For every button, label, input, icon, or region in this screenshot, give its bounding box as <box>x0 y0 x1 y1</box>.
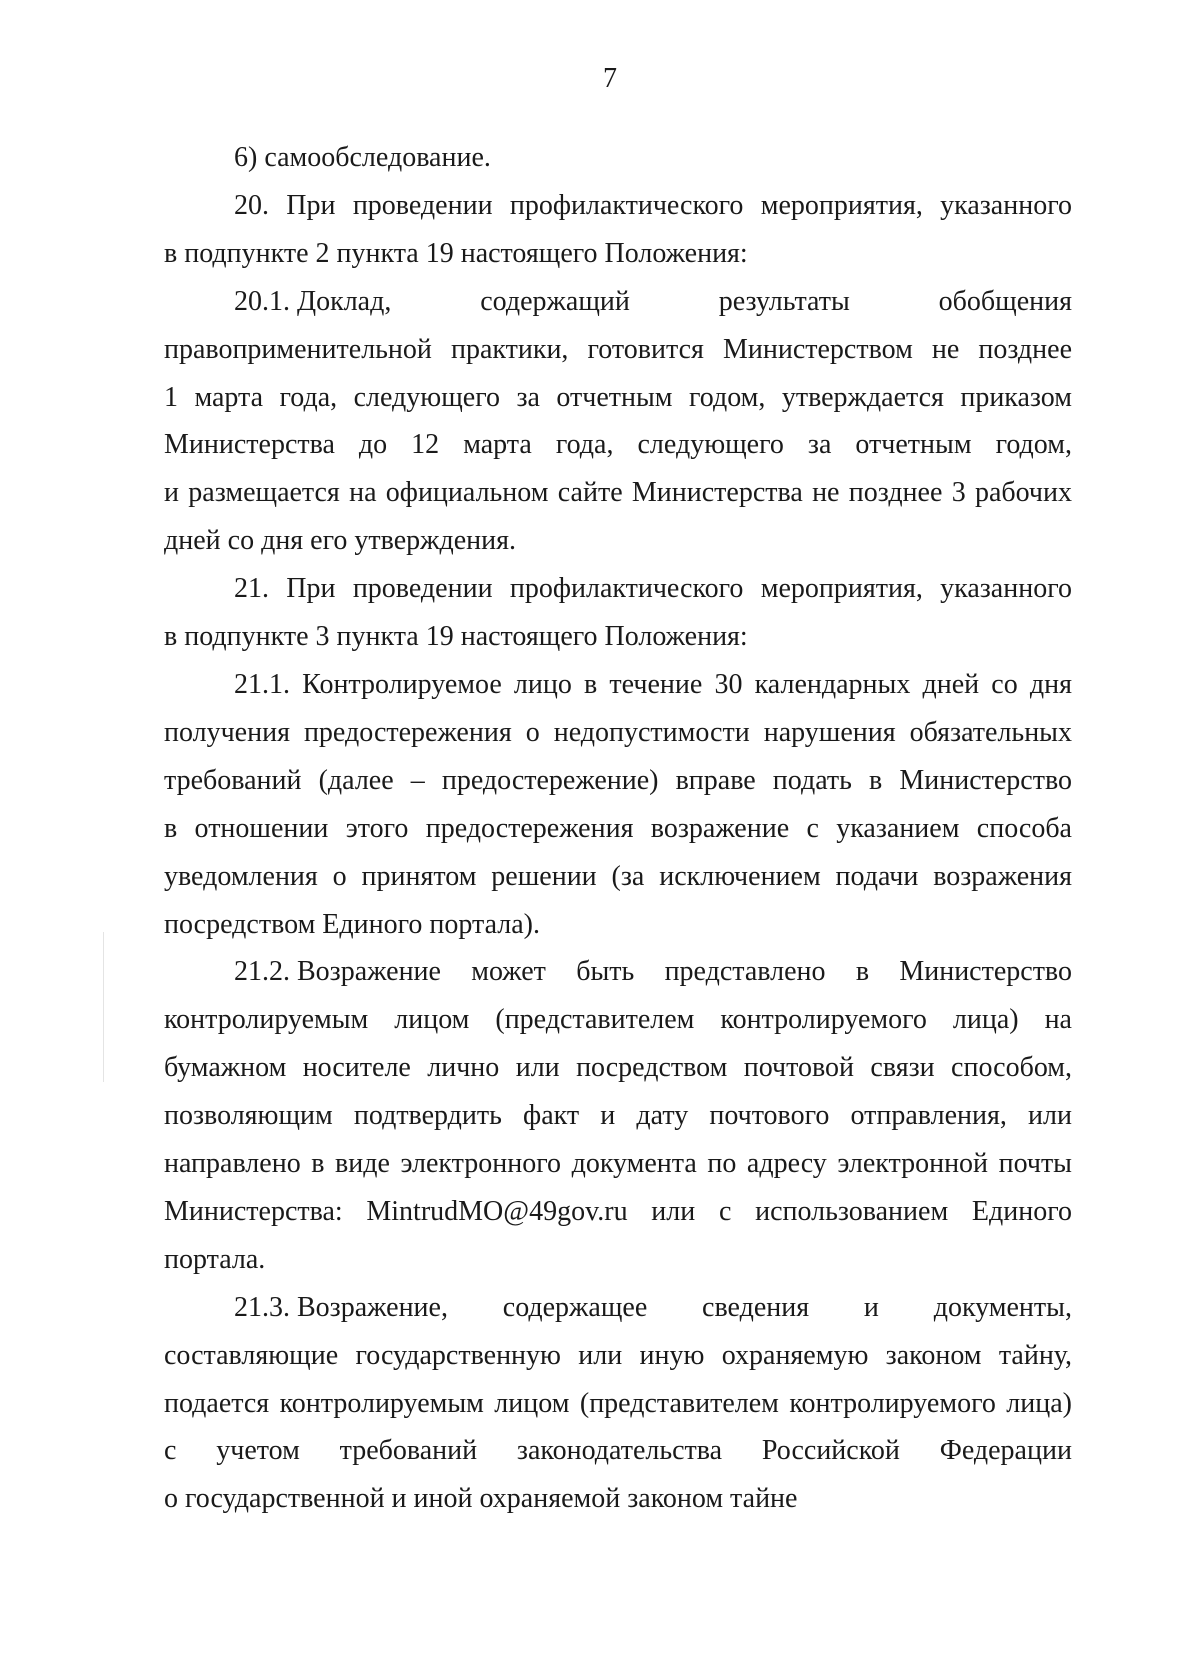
paragraph-21-1 <box>164 661 1072 948</box>
word: 21.2. Возражение <box>234 956 441 988</box>
word: документы, <box>933 1291 1072 1323</box>
word: в <box>855 956 870 988</box>
paragraph-20-1 <box>164 278 1072 565</box>
text-line: контролируемым лицом (представителем контролируемого лица) на <box>164 1004 1072 1036</box>
paragraph-21-3 <box>164 1284 1072 1524</box>
text-line: в подпункте 2 пункта 19 настоящего Положения: <box>164 237 748 269</box>
text-line <box>164 1284 1072 1332</box>
word: обобщения <box>938 285 1072 317</box>
word: представлено <box>664 956 826 988</box>
word: требований <box>339 1435 478 1467</box>
word: 21.3. Возражение, <box>234 1291 448 1323</box>
text-line: посредством Единого портала). <box>164 908 540 940</box>
text-line: 1 марта года, следующего за отчетным годом, утверждается приказом <box>164 381 1072 413</box>
text-line: получения предостережения о недопустимости нарушения обязательных <box>164 716 1072 748</box>
text-line: о государственной и иной охраняемой законом тайне <box>164 1483 798 1515</box>
text-line: бумажном носителе лично или посредством почтовой связи способом, <box>164 1052 1072 1084</box>
text-line: направлено в виде электронного документа по адресу электронной почты <box>164 1148 1072 1180</box>
text-line: подается контролируемым лицом (представителем контролируемого лица) <box>164 1387 1072 1419</box>
word: содержащий <box>480 285 630 317</box>
text-line: требований (далее – предостережение) вправе подать в Министерство <box>164 764 1072 796</box>
text-line: в подпункте 3 пункта 19 настоящего Положения: <box>164 621 748 653</box>
word: результаты <box>718 285 850 317</box>
text-line: правоприменительной практики, готовится Министерством не позднее <box>164 333 1072 365</box>
word: Федерации <box>939 1435 1072 1467</box>
text-line: 21.1. Контролируемое лицо в течение 30 календарных дней со дня <box>234 668 1072 700</box>
text-line <box>164 948 1072 996</box>
scan-margin-mark <box>103 932 104 1082</box>
word: 20.1. Доклад, <box>234 285 392 317</box>
list-item-6 <box>164 134 1072 182</box>
word: законодательства <box>516 1435 723 1467</box>
word: содержащее <box>502 1291 648 1323</box>
page-number: 7 <box>603 63 617 94</box>
document-body <box>164 134 1072 1523</box>
text-line: Министерства: MintrudMO@49gov.ru или с использованием Единого <box>164 1195 1072 1227</box>
word: с <box>164 1435 177 1467</box>
text-line: позволяющим подтвердить факт и дату почтового отправления, или <box>164 1100 1072 1132</box>
text-line <box>164 1427 1072 1475</box>
word: и <box>863 1291 879 1323</box>
text-line: 20. При проведении профилактического мероприятия, указанного <box>234 189 1072 221</box>
text-line: 6) самообследование. <box>234 142 491 173</box>
word: сведения <box>702 1291 810 1323</box>
text-line <box>164 278 1072 326</box>
text-line: уведомления о принятом решении (за исключением подачи возражения <box>164 860 1072 892</box>
text-line: и размещается на официальном сайте Министерства не позднее 3 рабочих <box>164 477 1072 509</box>
text-line: дней со дня его утверждения. <box>164 525 516 557</box>
word: Российской <box>761 1435 900 1467</box>
word: может <box>471 956 546 988</box>
paragraph-20 <box>164 182 1072 278</box>
text-line: 21. При проведении профилактического мероприятия, указанного <box>234 573 1072 605</box>
paragraph-21-2 <box>164 948 1072 1283</box>
text-line: в отношении этого предостережения возражение с указанием способа <box>164 812 1072 844</box>
text-line: портала. <box>164 1243 266 1275</box>
paragraph-21 <box>164 565 1072 661</box>
text-line: составляющие государственную или иную охраняемую законом тайну, <box>164 1339 1072 1371</box>
word: учетом <box>216 1435 300 1467</box>
word: Министерство <box>899 956 1072 988</box>
word: быть <box>576 956 635 988</box>
text-line: Министерства до 12 марта года, следующего за отчетным годом, <box>164 429 1072 461</box>
